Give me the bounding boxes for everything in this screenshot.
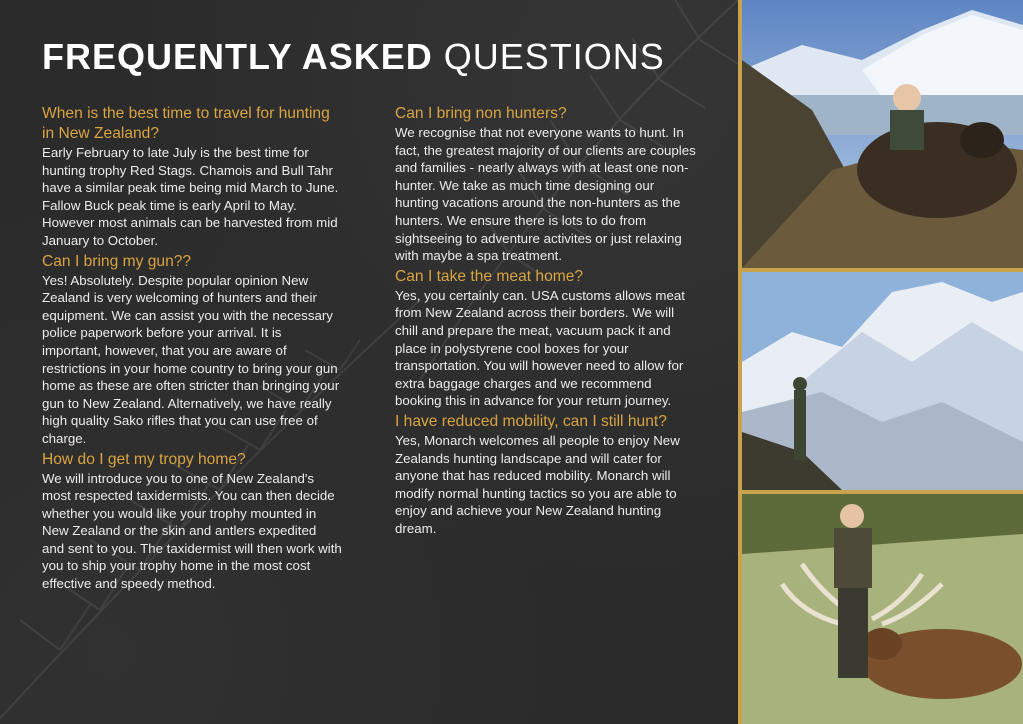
faq-answer: Yes, Monarch welcomes all people to enjoy New Zealands hunting landscape and will cater for anyone that has reduced mobility. Monarch will modify normal hunting tactics so you are able to enjoy and achieve your New Zealand hunting dream.: [395, 432, 680, 536]
photo-hunter-with-stag: [742, 494, 1023, 724]
title-light: QUESTIONS: [443, 36, 665, 77]
faq-best-time: [42, 104, 342, 250]
faq-column-left: [42, 104, 342, 595]
faq-reduced-mobility: [395, 412, 700, 538]
faq-column-right: [395, 104, 700, 539]
faq-meat-home: [395, 267, 700, 410]
photo-hunter-on-mountain: [742, 272, 1023, 490]
faq-question: When is the best time to travel for hunting in New Zealand?: [42, 105, 330, 142]
faq-answer: Yes, you certainly can. USA customs allows meat from New Zealand across their borders. We will chill and prepare the meat, vacuum pack it and place in polystyrene cool boxes for your transportation. You will however need to allow for extra baggage charges and we recommend booking this in advance for your return journey.: [395, 287, 685, 409]
faq-non-hunters: [395, 104, 700, 265]
faq-bring-gun: [42, 252, 342, 448]
faq-question: How do I get my tropy home?: [42, 450, 246, 468]
title-bold: FREQUENTLY ASKED: [42, 36, 433, 77]
faq-trophy-home: [42, 450, 342, 593]
faq-question: Can I take the meat home?: [395, 267, 584, 285]
faq-answer: Yes! Absolutely. Despite popular opinion New Zealand is very welcoming of hunters and their equipment. We can assist you with the necessary police paperwork before your arrival. It is important, however, that you are aware of restrictions in your home country to bring your gun home as these are often stricter than bringing your gun to New Zealand. Alternatively, we have really high quality Sako rifles that you can use free of charge.: [42, 272, 340, 446]
faq-answer: We recognise that not everyone wants to hunt. In fact, the greatest majority of our clients are couples and families - nearly always with at least one non-hunter. We take as much time designing our hunting vacations around the non-hunters as the hunters. We ensure there is lots to do from sightseeing to adventure activites or just relaxing with maybe a spa treatment.: [395, 125, 696, 264]
faq-question: I have reduced mobility, can I still hunt?: [395, 412, 667, 430]
faq-answer: We will introduce you to one of New Zealand's most respected taxidermists. You can then decide whether you would like your trophy mounted in New Zealand or the skin and antlers expedited and sent to you. The taxidermist will then work with you to ship your trophy home in the most cost effective and speedy method.: [42, 470, 342, 592]
photo-hunter-with-tahr: [742, 0, 1023, 268]
faq-question: Can I bring my gun??: [42, 252, 192, 270]
faq-answer: Early February to late July is the best time for hunting trophy Red Stags. Chamois and Bull Tahr have a similar peak time being mid March to June. Fallow Buck peak time is early April to May. However most animals can be harvested from mid January to October.: [42, 145, 339, 248]
faq-question: Can I bring non hunters?: [395, 105, 567, 122]
page-title: [42, 36, 665, 78]
